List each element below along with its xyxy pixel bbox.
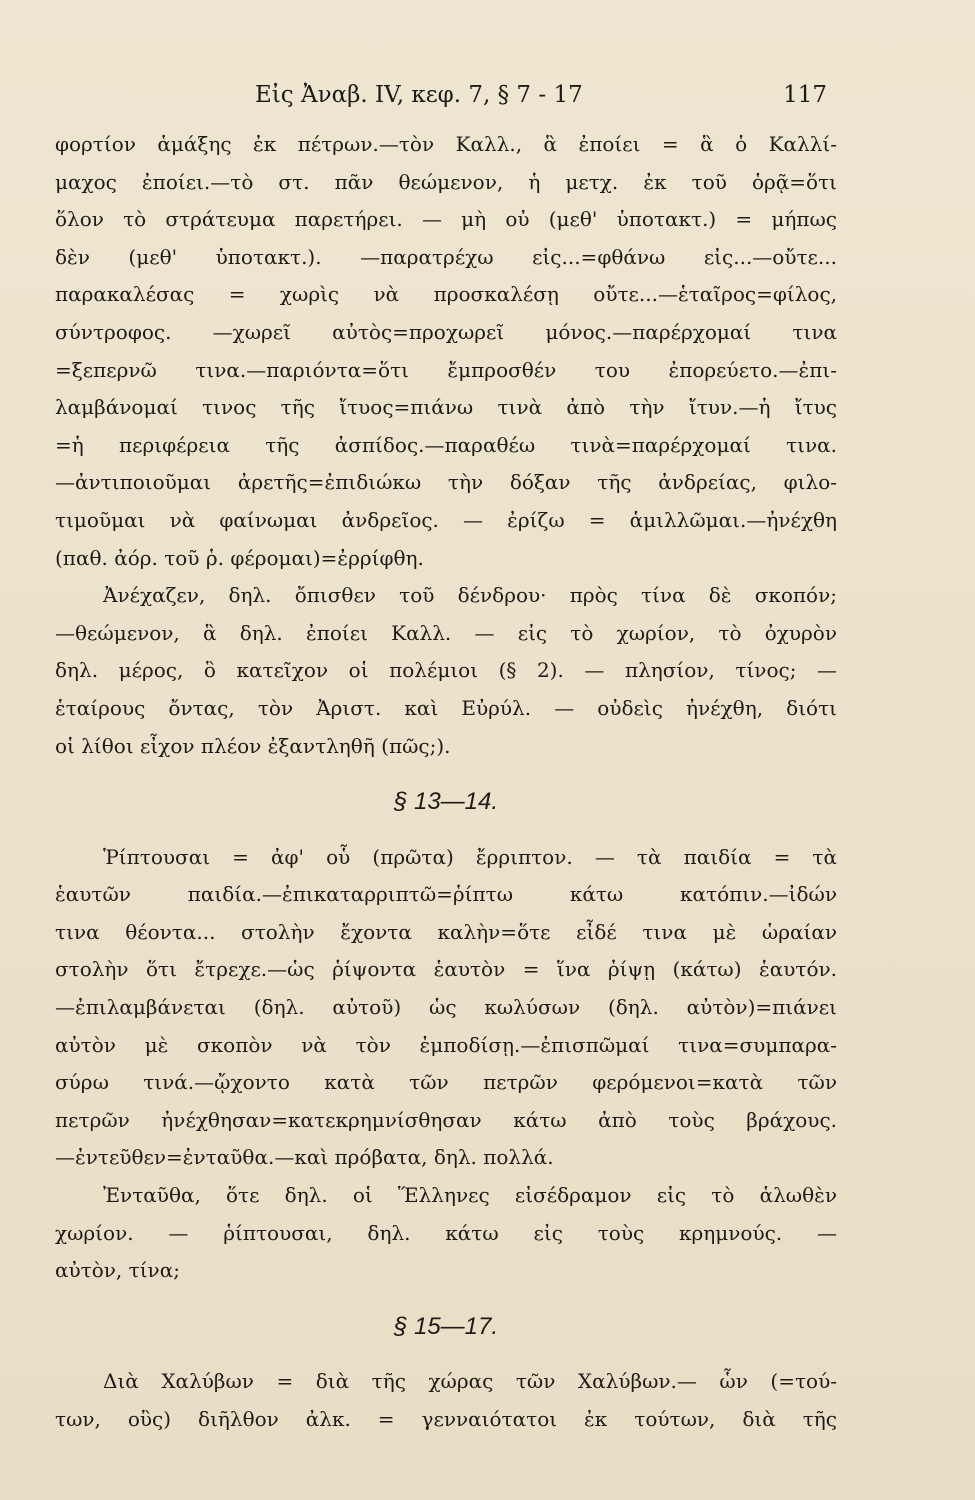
text-line: Ῥίπτουσαι = ἀφ' οὗ (πρῶτα) ἔρριπτον. — τὰ παιδία = τὰ (103, 844, 837, 869)
text-line: λαμβάνομαί τινος τῆς ἴτυος=πιάνω τινὰ ἀπὸ τὴν ἴτυν.—ἡ ἴτυς (55, 395, 837, 420)
page-header (255, 82, 827, 118)
text-line: σύντροφος. —χωρεῖ αὐτὸς=προχωρεῖ μόνος.—παρέρχομαί τινα (55, 319, 837, 344)
text-line: οἱ λίθοι εἶχον πλέον ἐξαντληθῆ (πῶς;). (55, 733, 451, 758)
text-line: χωρίον. — ῥίπτουσαι, δηλ. κάτω εἰς τοὺς κρημνούς. — (55, 1220, 837, 1245)
text-line: Ἐνταῦθα, ὅτε δηλ. οἱ Ἕλληνες εἰσέδραμον εἰς τὸ ἁλωθὲν (103, 1183, 837, 1208)
section-heading: § 15—17. (393, 1312, 499, 1340)
text-line: φορτίον ἁμάξης ἐκ πέτρων.—τὸν Καλλ., ἃ ἐποίει = ἃ ὁ Καλλί- (55, 132, 837, 156)
text-line: πετρῶν ἠνέχθησαν=κατεκρημνίσθησαν κάτω ἀπὸ τοὺς βράχους. (55, 1107, 837, 1132)
text-line: —ἐπιλαμβάνεται (δηλ. αὐτοῦ) ὡς κωλύσων (δηλ. αὐτὸν)=πιάνει (55, 995, 837, 1020)
text-line: στολὴν ὅτι ἔτρεχε.—ὡς ῥίψοντα ἑαυτὸν = ἵνα ῥίψῃ (κάτω) ἑαυτόν. (55, 957, 837, 982)
running-title: Εἰς Ἀναβ. IV, κεφ. 7, § 7 - 17 (255, 82, 583, 108)
text-line: —ἐντεῦθεν=ἐνταῦθα.—καὶ πρόβατα, δηλ. πολλά. (55, 1145, 554, 1170)
page-number: 117 (783, 82, 827, 108)
text-line: Ἀνέχαζεν, δηλ. ὄπισθεν τοῦ δένδρου· πρὸς τίνα δὲ σκοπόν; (103, 583, 837, 608)
text-line: —ἀντιποιοῦμαι ἀρετῆς=ἐπιδιώκω τὴν δόξαν τῆς ἀνδρείας, φιλο- (55, 470, 837, 495)
section-heading: § 13—14. (393, 788, 499, 816)
text-line: αὐτὸν, τίνα; (55, 1258, 180, 1283)
text-line: =ξεπερνῶ τινα.—παριόντα=ὅτι ἔμπροσθέν του ἐπορεύετο.—ἐπι- (55, 357, 837, 382)
text-line: των, οὓς) διῆλθον ἀλκ. = γενναιότατοι ἐκ τούτων, διὰ τῆς (55, 1407, 837, 1431)
text-line: Διὰ Χαλύβων = διὰ τῆς χώρας τῶν Χαλύβων.— ὧν (=τού- (103, 1369, 837, 1394)
text-line: δὲν (μεθ' ὑποτακτ.). —παρατρέχω εἰς...=φθάνω εἰς...—οὔτε... (55, 244, 837, 269)
text-line: ἑαυτῶν παιδία.—ἐπικαταρριπτῶ=ῥίπτω κάτω κατόπιν.—ἰδών (55, 882, 837, 907)
text-line: ὅλον τὸ στράτευμα παρετήρει. — μὴ οὐ (μεθ' ὑποτακτ.) = μήπως (55, 207, 837, 232)
text-line: —θεώμενον, ἃ δηλ. ἐποίει Καλλ. — εἰς τὸ χωρίον, τὸ ὀχυρὸν (55, 620, 837, 645)
text-line: αὐτὸν μὲ σκοπὸν νὰ τὸν ἐμποδίσῃ.—ἐπισπῶμαί τινα=συμπαρα- (55, 1032, 837, 1057)
text-line: τινα θέοντα... στολὴν ἔχοντα καλὴν=ὅτε εἶδέ τινα μὲ ὡραίαν (55, 919, 837, 944)
text-line: ἑταίρους ὄντας, τὸν Ἀριστ. καὶ Εὐρύλ. — οὐδεὶς ἠνέχθη, διότι (55, 695, 837, 720)
text-line: σύρω τινά.—ᾤχοντο κατὰ τῶν πετρῶν φερόμενοι=κατὰ τῶν (55, 1070, 837, 1095)
text-line: δηλ. μέρος, ὃ κατεῖχον οἱ πολέμιοι (§ 2). — πλησίον, τίνος; — (55, 658, 837, 683)
text-line: =ἡ περιφέρεια τῆς ἀσπίδος.—παραθέω τινὰ=παρέρχομαί τινα. (55, 432, 837, 457)
commentary-text (55, 126, 837, 1439)
text-line: παρακαλέσας = χωρὶς νὰ προσκαλέσῃ οὔτε...—ἑταῖρος=φίλος, (55, 282, 837, 307)
text-line: (παθ. ἀόρ. τοῦ ῥ. φέρομαι)=ἐρρίφθη. (55, 545, 424, 570)
text-line: μαχος ἐποίει.—τὸ στ. πᾶν θεώμενον, ἡ μετχ. ἐκ τοῦ ὁρᾷ=ὅτι (55, 169, 837, 194)
text-line: τιμοῦμαι νὰ φαίνωμαι ἀνδρεῖος. — ἐρίζω = ἁμιλλῶμαι.—ἠνέχθη (55, 507, 837, 532)
